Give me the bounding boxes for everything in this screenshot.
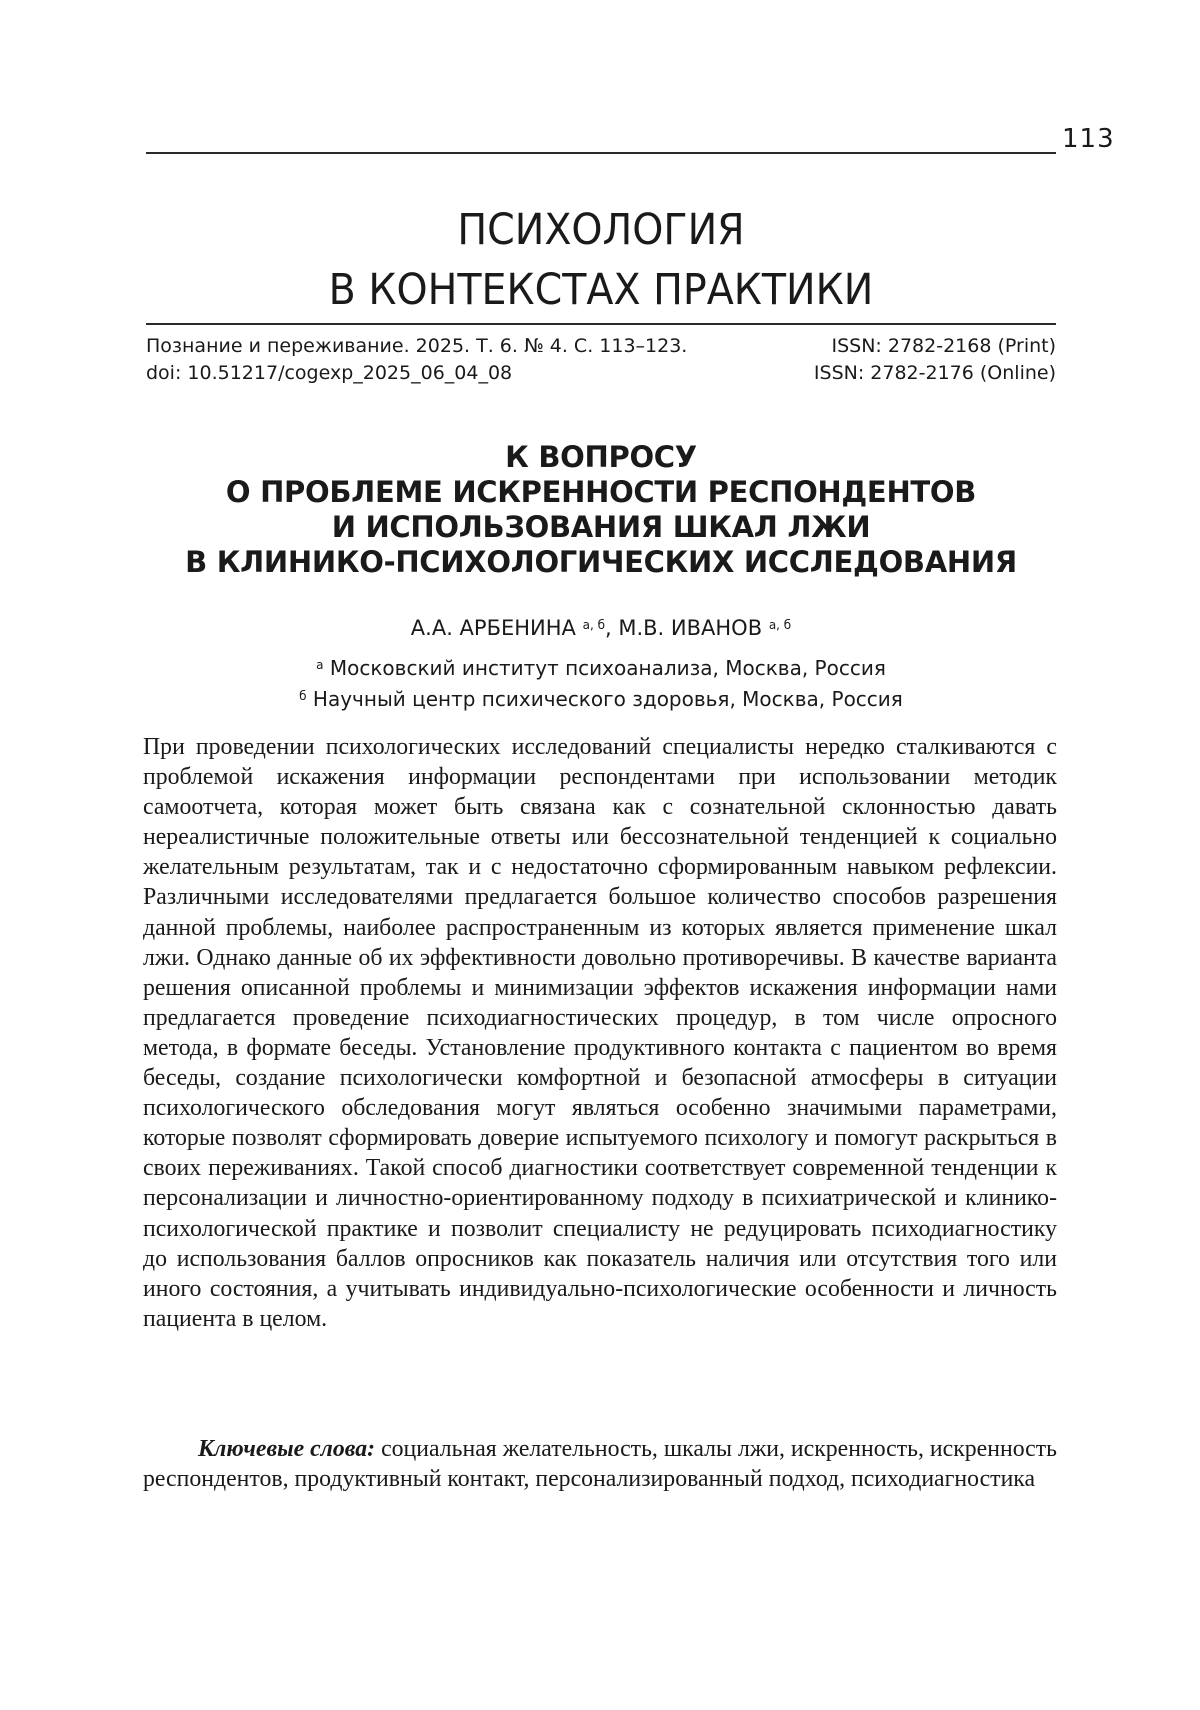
section-title-rule [146, 323, 1056, 325]
authors: А.А. АРБЕНИНА $^{а, б}$, М.В. ИВАНОВ $^{а, б}$ [410, 616, 792, 640]
article-title-line: В КЛИНИКО-ПСИХОЛОГИЧЕСКИХ ИССЛЕДОВАНИЯ [185, 545, 1017, 579]
author-name: А.А. АРБЕНИНА [410, 616, 576, 640]
author-name: М.В. ИВАНОВ [618, 616, 763, 640]
article-title-line: К ВОПРОСУ [505, 440, 697, 474]
author-affiliation-mark: а, б [582, 618, 605, 632]
affiliation [146, 684, 1056, 714]
citation: Познание и переживание. 2025. Т. 6. № 4. С. 113–123. [146, 335, 688, 357]
keywords-text: социальная желательность, шкалы лжи, искренность, искренность респондентов, продуктивный контакт, персонализированный подход, психодиагностика [143, 1436, 1057, 1493]
affiliation-text: Московский институт психоанализа, Москва, Россия [329, 656, 886, 680]
author-affiliation-mark: а, б [768, 618, 792, 632]
section-title [182, 200, 1019, 320]
article-title-line: И ИСПОЛЬЗОВАНИЯ ШКАЛ ЛЖИ [331, 510, 871, 544]
section-title-line: ПСИХОЛОГИЯ [457, 205, 745, 255]
keywords-label: Ключевые слова: [198, 1436, 376, 1462]
article-title-line: О ПРОБЛЕМЕ ИСКРЕННОСТИ РЕСПОНДЕНТОВ [225, 475, 977, 509]
page-number: 113 [1062, 124, 1115, 154]
keywords [143, 1434, 1057, 1494]
abstract: При проведении психологических исследований специалисты нередко сталкиваются с проблемой искажения информации респондентами при использовании методик самоотчета, которая может быть связана как с сознательной склонностью давать нереалистичные положительные ответы или бессознательной тенденцией к социально желательным результатам, так и с недостаточно сформированным навыком рефлексии. Различными исследователями предлагается большое количество способов разрешения данной проблемы, наиболее распространенным из которых является применение шкал лжи. Однако данные об их эффективности довольно противоречивы. В качестве варианта решения описанной проблемы и минимизации эффектов искажения информации нами предлагается проведение психодиагностических процедур, в том числе опросного метода, в формате беседы. Установление продуктивного контакта с пациентом во время беседы, создание психологически комфортной и безопасной атмосферы в ситуации психологического обследования могут являться особенно значимыми параметрами, которые позволят сформировать доверие испытуемого психологу и помогут раскрыться в своих переживаниях. Такой способ диагностики соответствует современной тенденции к персонализации и личностно-ориентированному подходу в психиатрической и клинико-психологической практике и позволит специалисту не редуцировать психодиагностику до использования баллов опросников как показатель наличия или отсутствия того или иного состояния, а учитывать индивидуально-психологические особенности и личность пациента в целом. [143, 734, 1057, 1332]
issn-online: ISSN: 2782-2176 (Online) [813, 362, 1056, 384]
doi: doi: 10.51217/cogexp_2025_06_04_08 [146, 362, 513, 384]
affiliation-text: Научный центр психического здоровья, Москва, Россия [312, 687, 903, 711]
affiliation [146, 653, 1056, 683]
article-title [146, 440, 1056, 580]
header-rule [146, 152, 1056, 154]
affiliation-mark: б [299, 689, 307, 703]
affiliation-mark: а [316, 658, 324, 672]
issn-print: ISSN: 2782-2168 (Print) [831, 335, 1056, 357]
section-title-line: В КОНТЕКСТАХ ПРАКТИКИ [328, 265, 874, 315]
doi-row [146, 360, 1056, 386]
citation-row [146, 333, 1056, 359]
